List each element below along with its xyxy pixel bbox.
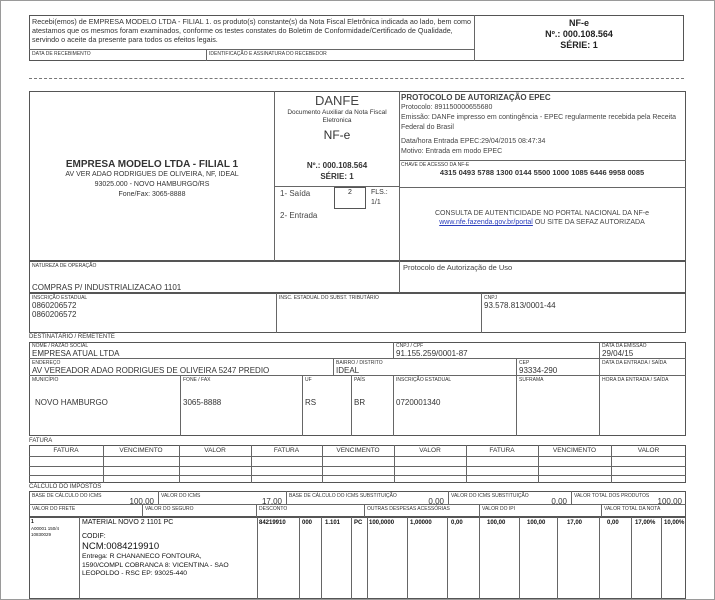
recipient-ie-value: 0720001340: [396, 398, 441, 407]
tax-label: VALOR DO FRETE: [32, 506, 76, 512]
item-icms-rate: 17,00%: [635, 520, 656, 526]
tax-divider: [364, 504, 365, 517]
auth-protocol-label: Protocolo de Autorização de Uso: [403, 263, 513, 272]
uf-value: RS: [305, 398, 317, 407]
fls-label: FLS.:: [371, 189, 388, 196]
receipt-date-label: DATA DE RECEBIMENTO: [32, 51, 91, 57]
recipient-cnpj-label: CNPJ / CPF: [396, 343, 424, 349]
recipient-block: [29, 342, 686, 436]
receipt-nfe-series: SÉRIE: 1: [560, 40, 598, 50]
invoice-divider: [179, 445, 180, 483]
tax-divider: [286, 491, 287, 504]
tax-divider: [571, 491, 572, 504]
operation-type-value: 2: [348, 189, 352, 196]
tax-label: BASE DE CÁLCULO DO ICMS: [32, 493, 102, 499]
emission-date-label: DATA DA EMISSÃO: [602, 343, 647, 349]
consult-suffix: OU SITE DA SEFAZ AUTORIZADA: [532, 219, 645, 226]
danfe-nfe: NF-e: [323, 128, 351, 142]
exit-time-label: HORA DA ENTRADA / SAÍDA: [602, 377, 669, 383]
invoice-divider: [322, 445, 323, 483]
item-code-line3: 10830029: [31, 532, 52, 537]
consult-line: [401, 219, 683, 226]
item-column-divider: [367, 517, 368, 599]
item-delivery-3: LEOPOLDO - RSC EP: 93025-440: [82, 570, 188, 577]
item-ipi-rate: 10,00%: [664, 520, 685, 526]
invoice-header-cell: VENCIMENTO: [552, 447, 597, 454]
danfe-series: SÉRIE: 1: [320, 172, 354, 181]
item-column-divider: [257, 517, 258, 599]
tax-label: OUTRAS DESPESAS ACESSÓRIAS: [367, 506, 450, 512]
item-total: 100,00: [487, 520, 506, 526]
cut-line: [29, 78, 684, 79]
district-label: BAIRRO / DISTRITO: [336, 360, 383, 366]
item-unit: PC: [354, 520, 363, 526]
item-discount: 0,00: [451, 520, 463, 526]
recipient-address: AV VEREADOR ADAO RODRIGUES DE OLIVEIRA 5247 PREDIO: [32, 366, 270, 375]
recipient-cnpj: 91.155.259/0001-87: [396, 349, 468, 358]
phone-label: FONE / FAX: [183, 377, 211, 383]
tax-divider: [158, 491, 159, 504]
invoice-header-cell: VALOR: [637, 447, 660, 454]
taxes-section-title: CÁLCULO DO IMPOSTOS: [29, 484, 102, 490]
tax-label: VALOR TOTAL DA NOTA: [604, 506, 661, 512]
invoice-header-cell: FATURA: [489, 447, 515, 454]
cep-label: CEP: [519, 360, 530, 366]
tax-divider: [142, 504, 143, 517]
item-column-divider: [479, 517, 480, 599]
item-codif: CODIF:: [82, 533, 106, 540]
emitter-phone: Fone/Fax: 3065-8888: [118, 191, 186, 198]
country-label: PAÍS: [354, 377, 366, 383]
operation-label: NATUREZA DE OPERAÇÃO: [32, 263, 97, 269]
item-cst: 000: [302, 520, 313, 526]
protocol-epec-date: Data/hora Entrada EPEC:29/04/2015 08:47:34: [401, 138, 546, 145]
item-ncm: NCM:0084219910: [82, 541, 160, 552]
protocol-reason: Motivo: Entrada em modo EPEC: [401, 148, 503, 155]
tax-divider: [448, 491, 449, 504]
item-column-divider: [447, 517, 448, 599]
tax-label: DESCONTO: [259, 506, 288, 512]
cnpj-value: 93.578.813/0001-44: [484, 301, 556, 310]
item-icms-value: 17,00: [567, 520, 583, 526]
invoice-header-cell: VALOR: [204, 447, 226, 454]
emission-date: 29/04/15: [602, 349, 634, 358]
item-unit-value: 1,00000: [410, 520, 432, 526]
recipient-name-label: NOME / RAZÃO SOCIAL: [32, 343, 89, 349]
item-column-divider: [631, 517, 632, 599]
tax-label: VALOR DO IPI: [482, 506, 515, 512]
operation-value: COMPRAS P/ INDUSTRIALIZACAO 1101: [32, 283, 182, 292]
item-description: MATERIAL NOVO 2 1101 PC: [82, 519, 174, 526]
item-column-divider: [299, 517, 300, 599]
entry-date-label: DATA DA ENTRADA / SAÍDA: [602, 360, 667, 366]
tax-value: 0,00: [551, 497, 567, 506]
city-value: NOVO HAMBURGO: [35, 398, 108, 407]
danfe-exit: 1- Saída: [280, 189, 311, 198]
item-ncm-code: 84219910: [259, 520, 286, 526]
item-column-divider: [599, 517, 600, 599]
invoice-divider: [103, 445, 104, 483]
item-column-divider: [407, 517, 408, 599]
item-column-divider: [557, 517, 558, 599]
item-column-divider: [351, 517, 352, 599]
tax-divider: [601, 504, 602, 517]
recipient-name: EMPRESA ATUAL LTDA: [32, 349, 120, 358]
tax-value: 100,00: [129, 497, 154, 506]
access-key: 4315 0493 5788 1300 0144 5500 1000 1085 6446 9958 0085: [439, 168, 645, 177]
invoice-section-title: FATURA: [29, 438, 53, 444]
invoice-divider: [394, 445, 395, 483]
item-code: 1: [31, 519, 34, 525]
tax-value: 17,00: [261, 497, 282, 506]
tax-label: VALOR DO ICMS: [161, 493, 201, 499]
uf-label: UF: [305, 377, 312, 383]
item-icms-base: 100,00: [527, 520, 546, 526]
tax-label: VALOR TOTAL DOS PRODUTOS: [574, 493, 650, 499]
country-value: BR: [354, 398, 366, 407]
invoice-header-cell: VALOR: [419, 447, 441, 454]
invoice-divider: [538, 445, 539, 483]
invoice-divider: [466, 445, 467, 483]
protocol-title: PROTOCOLO DE AUTORIZAÇÃO EPEC: [401, 93, 551, 102]
access-key-label: CHAVE DE ACESSO DA NF-E: [401, 162, 470, 168]
receipt-signature-label: IDENTIFICAÇÃO E ASSINATURA DO RECEBEDOR: [209, 51, 327, 57]
recipient-address-label: ENDEREÇO: [32, 360, 61, 366]
district-value: IDEAL: [336, 366, 360, 375]
emitter-city: 93025.000 - NOVO HAMBURGO/RS: [94, 181, 210, 188]
emitter-name: EMPRESA MODELO LTDA - FILIAL 1: [65, 159, 239, 170]
tax-label: VALOR DO ICMS SUBSTITUIÇÃO: [451, 493, 529, 499]
recipient-section-title: DESTINATÁRIO / REMETENTE: [29, 334, 115, 340]
tax-value: 0,00: [428, 497, 444, 506]
item-ipi-value: 0,00: [607, 520, 619, 526]
danfe-title: DANFE: [314, 93, 360, 108]
danfe-number: Nº.: 000.108.564: [306, 161, 368, 170]
danfe-subtitle: Documento Auxiliar da Nota Fiscal Eletronica: [287, 109, 387, 124]
receipt-nfe-title: NF-e: [569, 18, 589, 28]
tax-label: BASE DE CÁLCULO DO ICMS SUBSTITUIÇÃO: [289, 493, 397, 499]
item-qty: 100,0000: [369, 520, 395, 526]
receipt-text: Recebi(emos) de EMPRESA MODELO LTDA - FILIAL 1. os produto(s) constante(s) da Nota Fiscal Eletrônica indicada ao lado, bem como atestamos que os mesmos foram examinados, conforme os testes constates do Boletim de Conformidade/Certificado de Qualidade, servindo o aceite da presente para todos os efeitos legais.: [32, 17, 472, 44]
tax-value: 100,00: [657, 497, 682, 506]
cep-value: 93334-290: [519, 366, 558, 375]
consult-portal-link[interactable]: www.nfe.fazenda.gov.br/portal: [439, 219, 533, 226]
city-label: MUNICÍPIO: [32, 377, 59, 383]
consult-text: CONSULTA DE AUTENTICIDADE NO PORTAL NACIONAL DA NF-e: [434, 210, 650, 217]
invoice-header-cell: FATURA: [273, 447, 300, 454]
item-delivery-1: Entrega: R CHANANECO FONTOURA,: [82, 553, 202, 560]
item-code-line2: A00001 150/4: [31, 526, 60, 531]
receipt-nfe-number: Nº.: 000.108.564: [545, 29, 613, 39]
fls-value: 1/1: [371, 199, 381, 206]
cnpj-label: CNPJ: [484, 295, 498, 301]
invoice-divider: [611, 445, 612, 483]
iest-label: INSC. ESTADUAL DO SUBST. TRIBUTÁRIO: [279, 295, 379, 301]
item-delivery-2: 1590/COMPL COBRANCA 8: VICENTINA - SAO: [82, 562, 229, 569]
protocol-emission: Emissão: DANFe impresso em contingência - EPEC regularmente recebida pela Receita Federal do Brasil: [401, 114, 677, 131]
item-column-divider: [661, 517, 662, 599]
emitter-address: AV VER ADAO RODRIGUES DE OLIVEIRA, NF, IDEAL: [65, 171, 239, 178]
invoice-header-cell: FATURA: [53, 447, 79, 454]
ie-value: 0860206572: [32, 301, 77, 310]
tax-divider: [256, 504, 257, 517]
invoice-divider: [251, 445, 252, 483]
invoice-header-cell: VENCIMENTO: [336, 447, 380, 454]
suframa-label: SUFRAMA: [519, 377, 544, 383]
danfe-entry: 2- Entrada: [280, 211, 318, 220]
invoice-header-cell: VENCIMENTO: [119, 447, 163, 454]
protocol-number: Protocolo: 891150000655680: [401, 104, 493, 111]
item-column-divider: [321, 517, 322, 599]
ie-label: INSCRIÇÃO ESTADUAL: [32, 295, 88, 301]
tax-divider: [479, 504, 480, 517]
item-column-divider: [519, 517, 520, 599]
item-column-divider: [79, 517, 80, 599]
ie-value-2: 0860206572: [32, 310, 77, 319]
item-cfop: 1.101: [325, 520, 341, 526]
phone-value: 3065-8888: [183, 398, 222, 407]
recipient-ie-label: INSCRIÇÃO ESTADUAL: [396, 377, 452, 383]
tax-label: VALOR DO SEGURO: [145, 506, 194, 512]
